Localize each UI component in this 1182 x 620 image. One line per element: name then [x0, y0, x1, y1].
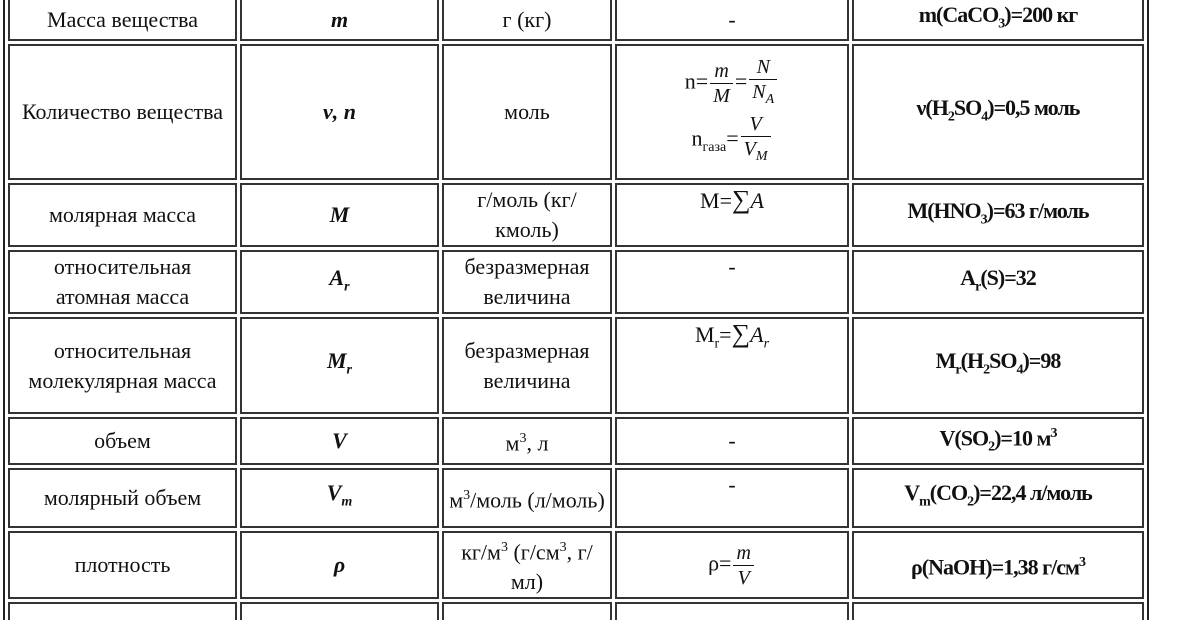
- symbol-cell: $A_r$: [240, 250, 439, 314]
- symbol-cell: ν, n: [240, 44, 439, 180]
- table-row: [8, 317, 1144, 414]
- symbol-cell: $M_r$: [240, 317, 439, 414]
- physical-quantities-table: [3, 0, 1149, 620]
- example-cell: $M(HNO_3)=63$ г/моль: [852, 183, 1144, 247]
- quantity-cell: Количество вещества: [8, 44, 237, 180]
- formula-cell: -: [615, 250, 849, 314]
- quantity-cell: относительная атомная масса: [8, 250, 237, 314]
- example-cell: m(CaCO$_3$)=200 кг: [852, 0, 1144, 41]
- quantity-cell: относительная молекулярная масса: [8, 317, 237, 414]
- symbol-cell: ρ: [240, 531, 439, 599]
- unit-cell: безразмерная величина: [442, 250, 612, 314]
- example-cell: $M_r(H_2SO_4)=98$: [852, 317, 1144, 414]
- formula-cell: -: [615, 0, 849, 41]
- example-cell: [852, 602, 1144, 620]
- amount-formula: n= $\frac{m}{M}$ = $\frac{N}{N_A}$: [621, 55, 843, 112]
- symbol-cell: [240, 602, 439, 620]
- table-row: [8, 531, 1144, 599]
- quantity-cell: Масса вещества: [8, 0, 237, 41]
- table-row: [8, 417, 1144, 465]
- formula-cell: [615, 602, 849, 620]
- example-cell: $V(SO_2)=10$ $м^3$: [852, 417, 1144, 465]
- gas-amount-formula: $n_{газа}=$ $\frac{V}{V_M}$: [621, 112, 843, 170]
- example-cell: $\nu(H_2SO_4)=0,5$ моль: [852, 44, 1144, 180]
- table-row: [8, 183, 1144, 247]
- unit-cell: безразмерная величина: [442, 317, 612, 414]
- symbol-cell: $V_m$: [240, 468, 439, 528]
- unit-cell: $кг/м^3$ ($г/см^3$, г/мл): [442, 531, 612, 599]
- symbol-cell: m: [240, 0, 439, 41]
- quantity-cell: [8, 602, 237, 620]
- table-row: [8, 602, 1144, 620]
- quantity-cell: молярный объем: [8, 468, 237, 528]
- table-row: [8, 468, 1144, 528]
- formula-cell: -: [615, 468, 849, 528]
- table-row: [8, 0, 1144, 41]
- symbol-cell: V: [240, 417, 439, 465]
- table-row: [8, 250, 1144, 314]
- table-row: [8, 44, 1144, 180]
- example-cell: $V_m(CO_2)=22,4$ л/моль: [852, 468, 1144, 528]
- formula-cell: ρ= $\frac{m}{V}$: [615, 531, 849, 599]
- unit-cell: [442, 602, 612, 620]
- formula-cell: M=∑A: [615, 183, 849, 247]
- example-cell: ρ(NaOH)=1,38 $г/см^3$: [852, 531, 1144, 599]
- formula-cell: [615, 44, 849, 180]
- symbol-cell: M: [240, 183, 439, 247]
- unit-cell: $м^3$, л: [442, 417, 612, 465]
- unit-cell: $м^3$/моль (л/моль): [442, 468, 612, 528]
- quantity-cell: плотность: [8, 531, 237, 599]
- unit-cell: моль: [442, 44, 612, 180]
- formula-cell: $M_r=\sum A_r$: [615, 317, 849, 414]
- unit-cell: г (кг): [442, 0, 612, 41]
- unit-cell: г/моль (кг/кмоль): [442, 183, 612, 247]
- example-cell: $A_r(S)=32$: [852, 250, 1144, 314]
- quantity-cell: объем: [8, 417, 237, 465]
- quantity-cell: молярная масса: [8, 183, 237, 247]
- formula-cell: -: [615, 417, 849, 465]
